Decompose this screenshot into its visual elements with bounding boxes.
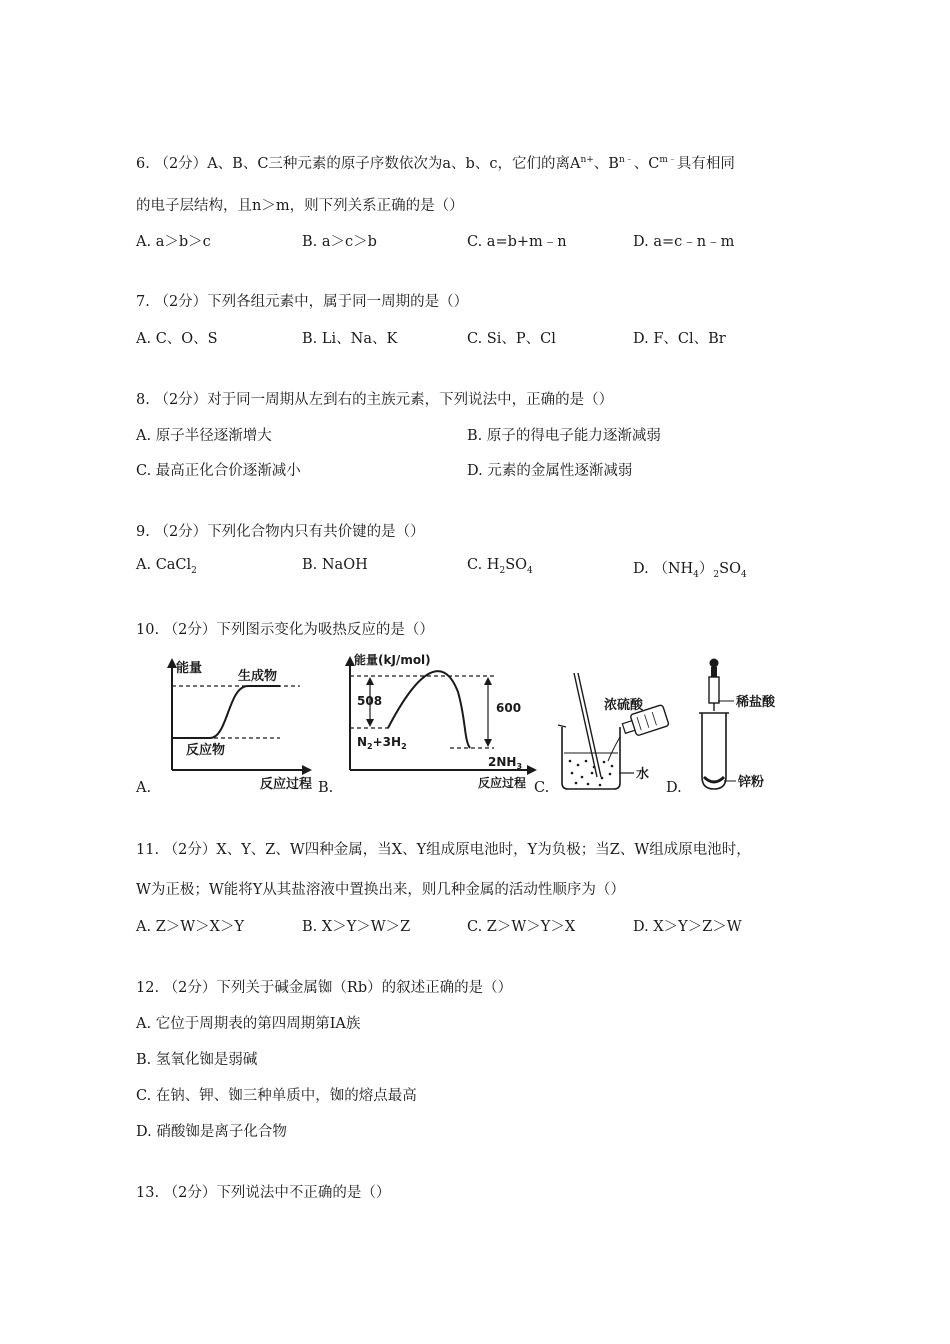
question-6-option-b: B. a＞c＞b xyxy=(302,234,377,250)
question-6-option-a: A. a＞b＞c xyxy=(136,234,211,250)
question-score: （2分） xyxy=(154,294,208,310)
question-10-option-a: A. xyxy=(136,780,152,796)
question-6-option-c: C. a=b+m﹣n xyxy=(467,234,567,250)
figure-c-beaker-diagram xyxy=(552,665,677,795)
question-7-stem: 7. （2分）下列各组元素中，属于同一周期的是（） xyxy=(136,294,469,310)
question-number: 10. xyxy=(136,622,160,638)
figure-b-value-right: 600 xyxy=(496,701,522,715)
question-score: （2分） xyxy=(154,524,208,540)
question-score: （2分） xyxy=(163,842,217,858)
question-score: （2分） xyxy=(163,622,217,638)
question-9-option-a: A. CaCl$_2$ xyxy=(136,557,197,576)
question-number: 7. xyxy=(136,294,150,310)
figure-b-value-left: 508 xyxy=(357,694,383,708)
question-7-option-d: D. F、Cl、Br xyxy=(633,331,726,347)
question-10-stem: 10. （2分）下列图示变化为吸热反应的是（） xyxy=(136,622,434,638)
figure-d-test-tube-diagram xyxy=(690,655,790,795)
figure-b-ylabel: 能量(kJ/mol) xyxy=(354,653,431,667)
question-8-stem: 8. （2分）对于同一周期从左到右的主族元素，下列说法中，正确的是（） xyxy=(136,392,614,408)
question-6-stem-line2: 的电子层结构，且n＞m，则下列关系正确的是（） xyxy=(136,198,464,214)
question-8-option-a: A. 原子半径逐渐增大 xyxy=(136,428,272,444)
question-number: 8. xyxy=(136,392,150,408)
question-12-option-d: D. 硝酸铷是离子化合物 xyxy=(136,1124,287,1140)
question-number: 12. xyxy=(136,980,160,996)
question-11-option-c: C. Z＞W＞Y＞X xyxy=(467,919,576,935)
figure-c-acid-label: 浓硫酸 xyxy=(604,698,644,713)
question-6-option-d: D. a=c﹣n﹣m xyxy=(633,234,735,250)
question-10-option-c: C. xyxy=(534,780,550,796)
question-number: 11. xyxy=(136,842,160,858)
question-11-option-a: A. Z＞W＞X＞Y xyxy=(136,919,245,935)
question-12-option-c: C. 在钠、钾、铷三种单质中，铷的熔点最高 xyxy=(136,1088,417,1104)
question-number: 9. xyxy=(136,524,150,540)
question-11-option-d: D. X＞Y＞Z＞W xyxy=(633,919,742,935)
question-12-stem: 12. （2分）下列关于碱金属铷（Rb）的叙述正确的是（） xyxy=(136,980,513,996)
figure-b-reactant-label: $N_2+3H_2$ xyxy=(357,735,407,751)
question-6-stem-line1: 6. （2分）A、B、C三种元素的原子序数依次为a、b、c，它们的离$A^{n+}$、$B^{n﹣}$、$C^{m﹣}$具有相同 xyxy=(136,155,735,172)
question-9-option-b: B. NaOH xyxy=(302,557,368,573)
figure-d-acid-label: 稀盐酸 xyxy=(736,695,776,710)
question-11-option-b: B. X＞Y＞W＞Z xyxy=(302,919,411,935)
figure-b-xlabel: 反应过程 xyxy=(478,776,527,790)
question-10-option-d: D. xyxy=(666,780,682,796)
question-8-option-b: B. 原子的得电子能力逐渐减弱 xyxy=(467,428,661,444)
question-8-option-c: C. 最高正化合价逐渐减小 xyxy=(136,463,301,479)
question-score: （2分） xyxy=(154,156,208,172)
question-7-option-b: B. Li、Na、K xyxy=(302,331,398,347)
figure-b-product-label: $2NH_3$ xyxy=(488,755,523,771)
question-8-option-d: D. 元素的金属性逐渐减弱 xyxy=(467,463,633,479)
question-9-stem: 9. （2分）下列化合物内只有共价键的是（） xyxy=(136,524,425,540)
figure-a-product-label: 生成物 xyxy=(238,669,278,684)
question-score: （2分） xyxy=(154,392,208,408)
question-score: （2分） xyxy=(163,980,217,996)
question-11-stem-line2: W为正极；W能将Y从其盐溶液中置换出来，则几种金属的活动性顺序为（） xyxy=(136,882,625,898)
question-13-stem: 13. （2分）下列说法中不正确的是（） xyxy=(136,1185,391,1201)
figure-a-energy-diagram xyxy=(150,650,320,795)
figure-a-xlabel: 反应过程 xyxy=(260,777,313,792)
question-7-option-c: C. Si、P、Cl xyxy=(467,331,556,347)
question-12-option-a: A. 它位于周期表的第四周期第IA族 xyxy=(136,1016,361,1032)
figure-a-ylabel: 能量 xyxy=(176,661,203,676)
question-10-option-b: B. xyxy=(318,780,334,796)
question-11-stem-line1: 11. （2分）X、Y、Z、W四种金属，当X、Y组成原电池时，Y为负极；当Z、W组成原电池时， xyxy=(136,842,751,858)
question-7-option-a: A. C、O、S xyxy=(136,331,218,347)
question-12-option-b: B. 氢氧化铷是弱碱 xyxy=(136,1052,258,1068)
question-9-option-d: D. $(NH_4)_2SO_4$ xyxy=(633,561,747,580)
figure-b-energy-diagram xyxy=(330,650,545,795)
question-score: （2分） xyxy=(163,1185,217,1201)
figure-d-metal-label: 锌粉 xyxy=(738,775,765,790)
figure-c-water-label: 水 xyxy=(636,767,650,782)
question-number: 13. xyxy=(136,1185,160,1201)
figure-a-reactant-label: 反应物 xyxy=(186,743,226,758)
question-number: 6. xyxy=(136,156,150,172)
question-9-option-c: C. $H_2SO_4$ xyxy=(467,557,533,576)
